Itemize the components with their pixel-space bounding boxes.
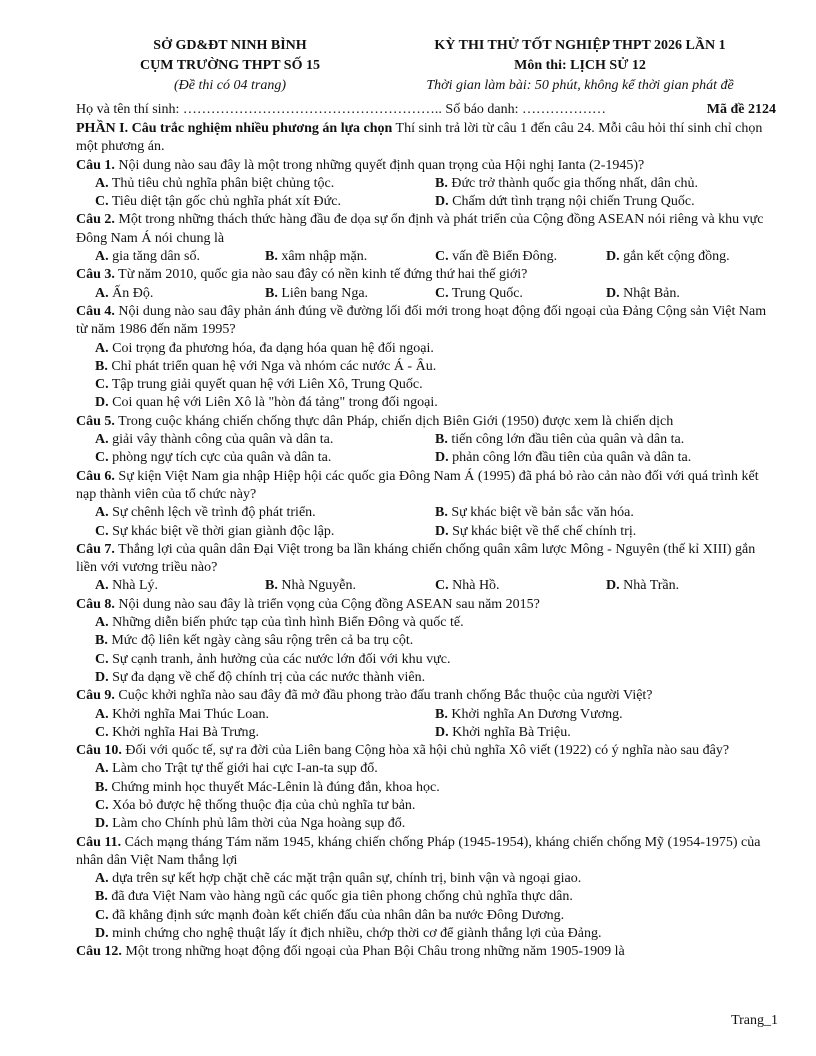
option-text: minh chứng cho nghệ thuật lấy ít địch nhiều, chớp thời cơ để giành thắng lợi của Đảng. <box>108 926 602 942</box>
answer-option[interactable] <box>95 449 435 467</box>
option-letter: D. <box>435 450 449 466</box>
question-text: Thắng lợi của quân dân Đại Việt trong ba lần kháng chiến chống quân xâm lược Mông - Nguyên (thế kỉ XIII) gắn liền với vương triều nào? <box>76 541 756 576</box>
question <box>76 596 776 687</box>
question-text: Nội dung nào sau đây là một trong những quyết định quan trọng của Hội nghị Ianta (2-1945)? <box>114 157 645 173</box>
option-text: Trung Quốc. <box>448 285 523 301</box>
part1-heading <box>76 120 776 157</box>
options-row <box>76 340 776 358</box>
question-stem <box>76 834 776 871</box>
option-text: giải vây thành công của quân và dân ta. <box>108 432 334 448</box>
answer-option[interactable] <box>435 706 623 724</box>
department-name: SỞ GD&ĐT NINH BÌNH <box>153 38 307 53</box>
answer-option[interactable] <box>435 431 684 449</box>
part1-instruction: Thí sinh trả lời từ câu 1 đến câu 24. Mỗi câu hỏi thí sinh chỉ chọn một phương án. <box>76 121 763 155</box>
option-text: đã đưa Việt Nam vào hàng ngũ các quốc gia tiên phong chống chủ nghĩa thực dân. <box>107 889 573 905</box>
option-letter: C. <box>95 651 109 667</box>
option-letter: A. <box>95 578 109 594</box>
option-letter: C. <box>435 249 449 265</box>
option-letter: C. <box>435 285 449 301</box>
part1-title: PHẦN I. Câu trắc nghiệm nhiều phương án lựa chọn <box>76 121 393 136</box>
header-left <box>76 36 384 96</box>
answer-option[interactable] <box>95 907 564 925</box>
options-row <box>76 285 776 303</box>
candidate-info <box>76 100 776 120</box>
option-text: đã khẳng định sức mạnh đoàn kết chiến đấu của nhân dân ba nước Đông Dương. <box>108 907 565 923</box>
option-text: Mức độ liên kết ngày càng sâu rộng trên cả ba trụ cột. <box>107 633 414 649</box>
option-text: Sự chênh lệch về trình độ phát triển. <box>108 505 316 521</box>
answer-option[interactable] <box>95 815 405 833</box>
option-letter: B. <box>435 706 448 722</box>
option-text: Nhật Bản. <box>619 285 680 301</box>
option-letter: C. <box>95 194 109 210</box>
question-number: Câu 3. <box>76 267 115 283</box>
option-letter: D. <box>435 194 449 210</box>
question-number: Câu 4. <box>76 303 115 319</box>
option-letter: B. <box>435 432 448 448</box>
option-letter: C. <box>435 578 449 594</box>
question-number: Câu 1. <box>76 157 115 173</box>
option-letter: B. <box>435 175 448 191</box>
answer-option[interactable] <box>95 706 435 724</box>
answer-option[interactable] <box>435 504 634 522</box>
question-list <box>76 157 776 962</box>
question <box>76 834 776 944</box>
question-number: Câu 10. <box>76 743 122 759</box>
answer-option[interactable] <box>95 504 435 522</box>
answer-option[interactable] <box>95 760 378 778</box>
option-letter: D. <box>606 578 620 594</box>
question-text: Sự kiện Việt Nam gia nhập Hiệp hội các quốc gia Đông Nam Á (1995) đã phá bỏ rào cản nào đối với quá trình kết nạp thành viên của tổ chức này? <box>76 468 759 502</box>
option-letter: C. <box>95 724 109 740</box>
question-stem <box>76 596 776 614</box>
option-text: Sự cạnh tranh, ảnh hưởng của các nước lớn đối với khu vực. <box>108 651 451 667</box>
option-letter: D. <box>606 285 620 301</box>
question <box>76 742 776 833</box>
option-letter: B. <box>95 358 108 374</box>
question <box>76 687 776 742</box>
options-row <box>76 760 776 778</box>
option-text: Chỉ phát triển quan hệ với Nga và nhóm các nước Á - Âu. <box>107 358 437 374</box>
question-stem <box>76 687 776 705</box>
option-text: Làm cho Trật tự thế giới hai cực I-an-ta sụp đổ. <box>108 761 378 777</box>
option-text: Sự đa dạng về chế độ chính trị của các nước thành viên. <box>108 669 426 685</box>
option-text: Xóa bỏ được hệ thống thuộc địa của chủ nghĩa tư bản. <box>108 797 416 813</box>
question-number: Câu 6. <box>76 468 115 484</box>
option-text: tiến công lớn đầu tiên của quân và dân ta. <box>447 432 685 448</box>
question-stem <box>76 943 776 961</box>
question-text: Đối với quốc tế, sự ra đời của Liên bang Cộng hòa xã hội chủ nghĩa Xô viết (1922) có ý nghĩa nào sau đây? <box>121 743 730 759</box>
option-letter: B. <box>95 889 108 905</box>
options-row <box>76 651 776 669</box>
option-letter: B. <box>265 285 278 301</box>
question <box>76 943 776 961</box>
question-number: Câu 2. <box>76 212 115 228</box>
option-text: Chứng minh học thuyết Mác-Lênin là đúng đắn, khoa học. <box>107 779 440 795</box>
option-letter: A. <box>95 706 109 722</box>
answer-option[interactable] <box>95 175 435 193</box>
options-row <box>76 248 776 266</box>
question <box>76 303 776 413</box>
option-letter: A. <box>95 432 109 448</box>
option-text: Nhà Nguyễn. <box>277 578 356 594</box>
page-count-note: (Đề thi có 04 trang) <box>174 78 286 93</box>
exam-header <box>76 36 776 96</box>
options-row <box>76 870 776 888</box>
question-number: Câu 7. <box>76 541 115 557</box>
question-text: Trong cuộc kháng chiến chống thực dân Pháp, chiến dịch Biên Giới (1950) được xem là chiến dịch <box>114 413 674 429</box>
option-text: Ấn Độ. <box>108 285 154 301</box>
school-cluster-name: CỤM TRƯỜNG THPT SỐ 15 <box>140 58 320 73</box>
option-text: phòng ngự tích cực của quân và dân ta. <box>108 450 332 466</box>
options-row <box>76 888 776 906</box>
option-text: Chấm dứt tình trạng nội chiến Trung Quốc. <box>448 194 695 210</box>
exam-page <box>76 36 776 962</box>
option-text: Sự khác biệt về thể chế chính trị. <box>448 523 637 539</box>
options-row <box>76 431 776 449</box>
option-text: Thủ tiêu chủ nghĩa phân biệt chủng tộc. <box>108 175 335 191</box>
options-row <box>76 449 776 467</box>
option-text: Sự khác biệt về bản sắc văn hóa. <box>447 505 634 521</box>
option-text: Làm cho Chính phủ lâm thời của Nga hoàng sụp đổ. <box>108 816 406 832</box>
options-row <box>76 669 776 687</box>
option-text: Đức trở thành quốc gia thống nhất, dân chủ. <box>447 175 699 191</box>
question-number: Câu 8. <box>76 596 115 612</box>
option-letter: D. <box>95 395 109 411</box>
option-letter: B. <box>95 633 108 649</box>
question <box>76 468 776 541</box>
answer-option[interactable] <box>435 248 606 266</box>
options-row <box>76 632 776 650</box>
question-stem <box>76 303 776 340</box>
option-text: Khởi nghĩa Bà Triệu. <box>448 724 571 740</box>
question-text: Một trong những hoạt động đối ngoại của Phan Bội Châu trong những năm 1905-1909 là <box>121 944 625 960</box>
answer-option[interactable] <box>95 376 423 394</box>
answer-option[interactable] <box>435 724 571 742</box>
option-letter: D. <box>606 249 620 265</box>
answer-option[interactable] <box>95 340 434 358</box>
answer-option[interactable] <box>606 248 730 266</box>
option-text: Khởi nghĩa Mai Thúc Loan. <box>108 706 269 722</box>
options-row <box>76 614 776 632</box>
answer-option[interactable] <box>265 577 435 595</box>
options-row <box>76 797 776 815</box>
answer-option[interactable] <box>606 285 680 303</box>
option-text: Tập trung giải quyết quan hệ với Liên Xô, Trung Quốc. <box>108 377 423 393</box>
question-stem <box>76 541 776 578</box>
question-text: Nội dung nào sau đây phản ánh đúng về đường lối đối mới trong hoạt động đối ngoại của Đảng Cộng sản Việt Nam từ năm 1986 đến năm 1995? <box>76 303 767 338</box>
option-letter: C. <box>95 377 109 393</box>
option-letter: A. <box>95 505 109 521</box>
question-number: Câu 5. <box>76 413 115 429</box>
options-row <box>76 394 776 412</box>
answer-option[interactable] <box>95 870 581 888</box>
option-letter: A. <box>95 871 109 887</box>
options-row <box>76 815 776 833</box>
question <box>76 541 776 596</box>
answer-option[interactable] <box>265 248 435 266</box>
answer-option[interactable] <box>95 888 573 906</box>
question-number: Câu 9. <box>76 688 115 704</box>
question-stem <box>76 413 776 431</box>
option-text: Coi quan hệ với Liên Xô là "hòn đá tảng" trong đối ngoại. <box>108 395 438 411</box>
answer-option[interactable] <box>95 797 415 815</box>
options-row <box>76 376 776 394</box>
question-number: Câu 12. <box>76 944 122 960</box>
question <box>76 211 776 266</box>
question <box>76 157 776 212</box>
option-letter: D. <box>95 926 109 942</box>
option-text: Tiêu diệt tận gốc chủ nghĩa phát xít Đức. <box>108 194 341 210</box>
options-row <box>76 706 776 724</box>
option-text: vấn đề Biển Đông. <box>448 249 558 265</box>
option-letter: B. <box>265 249 278 265</box>
question-stem <box>76 266 776 284</box>
options-row <box>76 193 776 211</box>
option-letter: A. <box>95 175 109 191</box>
option-letter: A. <box>95 249 109 265</box>
options-row <box>76 175 776 193</box>
header-right <box>384 36 776 96</box>
option-letter: D. <box>435 523 449 539</box>
page-number: Trang_1 <box>731 1013 778 1028</box>
question-stem <box>76 157 776 175</box>
question-stem <box>76 742 776 760</box>
option-text: gia tăng dân số. <box>108 249 200 265</box>
option-text: xâm nhập mặn. <box>277 249 368 265</box>
question-number: Câu 11. <box>76 834 122 850</box>
answer-option[interactable] <box>95 193 435 211</box>
options-row <box>76 724 776 742</box>
option-letter: B. <box>265 578 278 594</box>
option-letter: A. <box>95 285 109 301</box>
options-row <box>76 358 776 376</box>
answer-option[interactable] <box>95 925 602 943</box>
options-row <box>76 523 776 541</box>
answer-option[interactable] <box>265 285 435 303</box>
options-row <box>76 504 776 522</box>
time-note: Thời gian làm bài: 50 phút, không kể thời gian phát đề <box>426 78 734 93</box>
answer-option[interactable] <box>606 577 679 595</box>
answer-option[interactable] <box>95 779 440 797</box>
answer-option[interactable] <box>435 523 636 541</box>
option-text: phản công lớn đầu tiên của quân và dân ta. <box>448 450 692 466</box>
options-row <box>76 779 776 797</box>
option-text: Nhà Lý. <box>108 578 159 594</box>
options-row <box>76 925 776 943</box>
option-text: Coi trọng đa phương hóa, đa dạng hóa quan hệ đối ngoại. <box>108 340 434 356</box>
option-text: Những diễn biến phức tạp của tình hình Biển Đông và quốc tế. <box>108 615 464 631</box>
option-letter: B. <box>435 505 448 521</box>
question-text: Từ năm 2010, quốc gia nào sau đây có nền kinh tế đứng thứ hai thế giới? <box>114 267 528 283</box>
option-letter: A. <box>95 340 109 356</box>
answer-option[interactable] <box>435 193 695 211</box>
question-stem <box>76 211 776 248</box>
answer-option[interactable] <box>95 358 436 376</box>
exam-code: Mã đề 2124 <box>706 102 776 117</box>
answer-option[interactable] <box>95 285 265 303</box>
option-letter: D. <box>95 669 109 685</box>
question <box>76 413 776 468</box>
option-text: Khởi nghĩa An Dương Vương. <box>447 706 623 722</box>
options-row <box>76 907 776 925</box>
answer-option[interactable] <box>95 431 435 449</box>
option-letter: D. <box>435 724 449 740</box>
answer-option[interactable] <box>95 248 265 266</box>
option-text: dựa trên sự kết hợp chặt chẽ các mặt trận quân sự, chính trị, binh vận và ngoại giao. <box>108 871 582 887</box>
answer-option[interactable] <box>95 651 450 669</box>
options-row <box>76 577 776 595</box>
answer-option[interactable] <box>95 614 464 632</box>
option-letter: C. <box>95 523 109 539</box>
option-letter: C. <box>95 797 109 813</box>
question-text: Nội dung nào sau đây là triển vọng của Cộng đồng ASEAN sau năm 2015? <box>114 596 540 612</box>
option-text: Khởi nghĩa Hai Bà Trưng. <box>108 724 259 740</box>
answer-option[interactable] <box>435 577 606 595</box>
option-text: Nhà Hồ. <box>448 578 500 594</box>
question <box>76 266 776 303</box>
question-text: Cuộc khởi nghĩa nào sau đây đã mở đầu phong trào đấu tranh chống Bắc thuộc của người Việt? <box>114 688 653 704</box>
option-text: gắn kết cộng đồng. <box>619 249 730 265</box>
option-letter: C. <box>95 907 109 923</box>
question-text: Một trong những thách thức hàng đầu đe dọa sự ổn định và phát triển của Cộng đồng ASEAN nói riêng và khu vực Đông Nam Á nói chung là <box>76 212 764 246</box>
option-letter: D. <box>95 816 109 832</box>
option-letter: A. <box>95 761 109 777</box>
answer-option[interactable] <box>435 175 698 193</box>
option-text: Liên bang Nga. <box>277 285 369 301</box>
candidate-fields: Họ và tên thí sinh: ……………………………………………….. Số báo danh: ……………… <box>76 102 607 117</box>
answer-option[interactable] <box>95 632 413 650</box>
answer-option[interactable] <box>95 523 435 541</box>
option-text: Nhà Trần. <box>619 578 680 594</box>
option-letter: B. <box>95 779 108 795</box>
option-letter: C. <box>95 450 109 466</box>
answer-option[interactable] <box>95 394 438 412</box>
question-text: Cách mạng tháng Tám năm 1945, kháng chiến chống Pháp (1945-1954), kháng chiến chống Mỹ (1954-1975) của nhân dân Việt Nam thắng lợi <box>76 834 761 868</box>
answer-option[interactable] <box>95 669 425 687</box>
option-letter: A. <box>95 615 109 631</box>
option-text: Sự khác biệt về thời gian giành độc lập. <box>108 523 335 539</box>
subject-title: Môn thi: LỊCH SỬ 12 <box>514 58 646 73</box>
exam-title: KỲ THI THỬ TỐT NGHIỆP THPT 2026 LẦN 1 <box>434 38 726 53</box>
answer-option[interactable] <box>95 577 265 595</box>
answer-option[interactable] <box>435 285 606 303</box>
question-stem <box>76 468 776 505</box>
answer-option[interactable] <box>435 449 691 467</box>
answer-option[interactable] <box>95 724 435 742</box>
